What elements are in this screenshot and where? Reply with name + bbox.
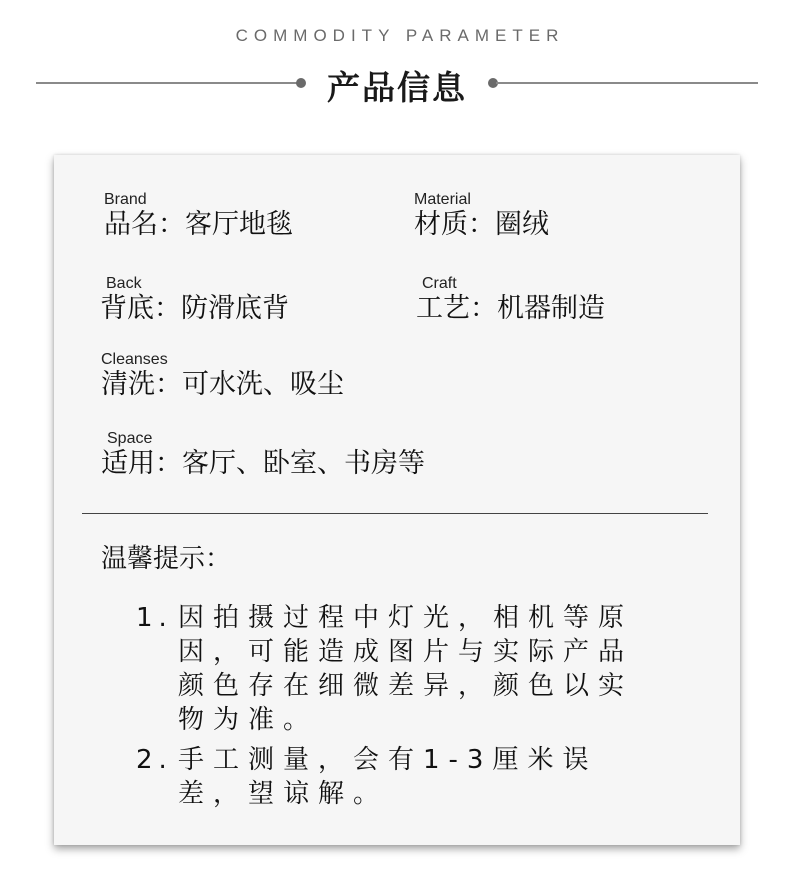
param-en-label: Cleanses (101, 351, 168, 368)
param-back (100, 275, 289, 325)
param-en-label: Space (107, 430, 153, 447)
title-line-right (496, 82, 758, 84)
param-craft (416, 275, 605, 325)
tip-text: 因拍摄过程中灯光，相机等原因，可能造成图片与实际产品颜色存在细微差异，颜色以实物为准。 (178, 603, 634, 735)
param-cleanses (101, 351, 344, 401)
param-value: 工艺：机器制造 (416, 293, 605, 324)
param-material (414, 191, 549, 241)
page-title: 产品信息 (327, 68, 467, 107)
param-en-label: Craft (422, 275, 457, 292)
subtitle: COMMODITY PARAMETER (235, 26, 565, 45)
tips-title: 温馨提示： (101, 544, 232, 574)
param-value: 品名：客厅地毯 (104, 209, 293, 240)
tip-text: 手工测量，会有1-3厘米误差，望谅解。 (178, 745, 598, 809)
tip-number: 1. (136, 603, 173, 633)
param-space (101, 430, 425, 480)
param-en-label: Material (414, 191, 471, 208)
param-en-label: Brand (104, 191, 147, 208)
tip-item (136, 743, 656, 811)
parameter-card (54, 155, 740, 845)
tip-number: 2. (136, 745, 173, 775)
divider (82, 513, 708, 514)
param-brand (104, 191, 293, 241)
param-value: 材质：圈绒 (414, 209, 549, 240)
param-value: 清洗：可水洗、吸尘 (101, 369, 344, 400)
title-row (36, 58, 758, 108)
param-value: 适用：客厅、卧室、书房等 (101, 448, 425, 479)
tip-item (136, 601, 656, 737)
param-en-label: Back (106, 275, 142, 292)
param-value: 背底：防滑底背 (100, 293, 289, 324)
